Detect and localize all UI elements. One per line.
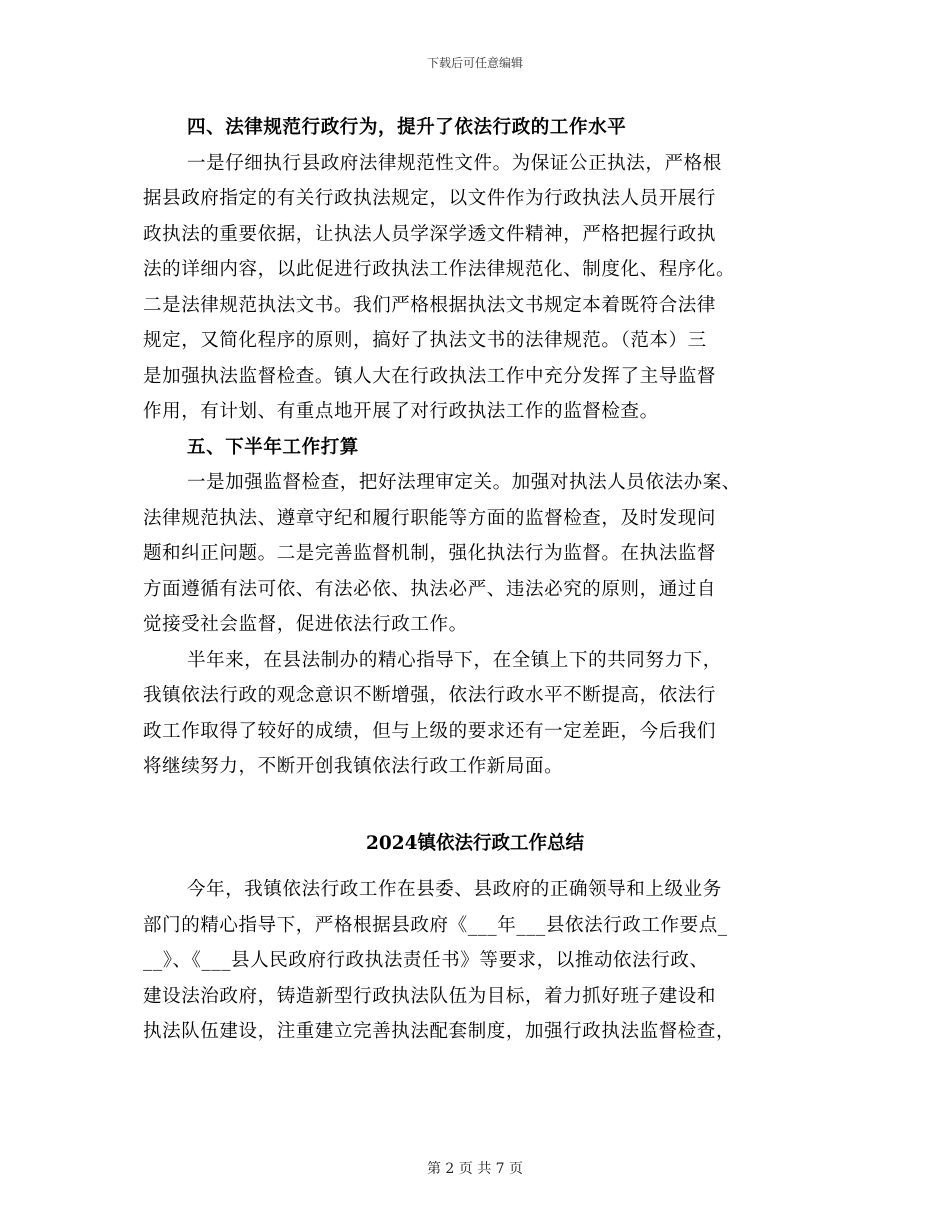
paragraph-line: 政工作取得了较好的成绩，但与上级的要求还有一定差距，今后我们 <box>143 720 717 742</box>
paragraph-line: 法的详细内容，以此促进行政执法工作法律规范化、制度化、程序化。 <box>143 259 736 280</box>
paragraph-line: 二是法律规范执法文书。我们严格根据执法文书规定本着既符合法律 <box>143 294 717 316</box>
paragraph-line: __》、《___县人民政府行政执法责任书》等要求，以推动依法行政、 <box>143 950 709 971</box>
paragraph-line: 规定，又简化程序的原则，搞好了执法文书的法律规范。（范本）三 <box>143 330 707 351</box>
paragraph-line: 一是仔细执行县政府法律规范性文件。为保证公正执法，严格根 <box>187 152 722 174</box>
paragraph-line: 今年，我镇依法行政工作在县委、县政府的正确领导和上级业务 <box>187 879 722 900</box>
paragraph-line: 法律规范执法、遵章守纪和履行职能等方面的监督检查，及时发现问 <box>143 507 717 529</box>
paragraph-line: 一是加强监督检查，把好法理审定关。加强对执法人员依法办案、 <box>187 472 741 493</box>
section-heading: 五、下半年工作打算 <box>187 436 359 458</box>
paragraph-line: 觉接受社会监督，促进依法行政工作。 <box>143 614 468 635</box>
paragraph-line: 是加强执法监督检查。镇人大在行政执法工作中充分发挥了主导监督 <box>143 365 717 387</box>
paragraph-line: 政执法的重要依据，让执法人员学深学透文件精神，严格把握行政执 <box>143 223 717 245</box>
paragraph-line: 部门的精心指导下，严格根据县政府《___年___县依法行政工作要点_ <box>143 914 728 936</box>
paragraph-line: 我镇依法行政的观念意识不断增强，依法行政水平不断提高，依法行 <box>143 685 717 706</box>
section-heading: 四、法律规范行政行为，提升了依法行政的工作水平 <box>187 117 627 138</box>
document-two-body <box>143 872 833 1050</box>
document-body <box>143 110 823 785</box>
paragraph-line: 半年来，在县法制办的精心指导下，在全镇上下的共同努力下， <box>187 649 722 671</box>
paragraph-line: 建设法治政府，铸造新型行政执法队伍为目标，着力抓好班子建设和 <box>143 985 717 1007</box>
paragraph-line: 将继续努力，不断开创我镇依法行政工作新局面。 <box>143 756 564 777</box>
paragraph-line: 方面遵循有法可依、有法必依、执法必严、违法必究的原则，通过自 <box>143 578 717 600</box>
paragraph-line: 据县政府指定的有关行政执法规定，以文件作为行政执法人员开展行 <box>143 188 717 209</box>
paragraph-line: 题和纠正问题。二是完善监督机制，强化执法行为监督。在执法监督 <box>143 543 717 564</box>
document-title: 2024镇依法行政工作总结 <box>366 833 584 854</box>
paragraph-line: 作用，有计划、有重点地开展了对行政执法工作的监督检查。 <box>143 401 659 422</box>
paragraph-line: 执法队伍建设，注重建立完善执法配套制度，加强行政执法监督检查， <box>143 1021 736 1042</box>
page-number: 第 2 页 共 7 页 <box>426 1161 524 1177</box>
header-note: 下载后可任意编辑 <box>426 56 523 70</box>
